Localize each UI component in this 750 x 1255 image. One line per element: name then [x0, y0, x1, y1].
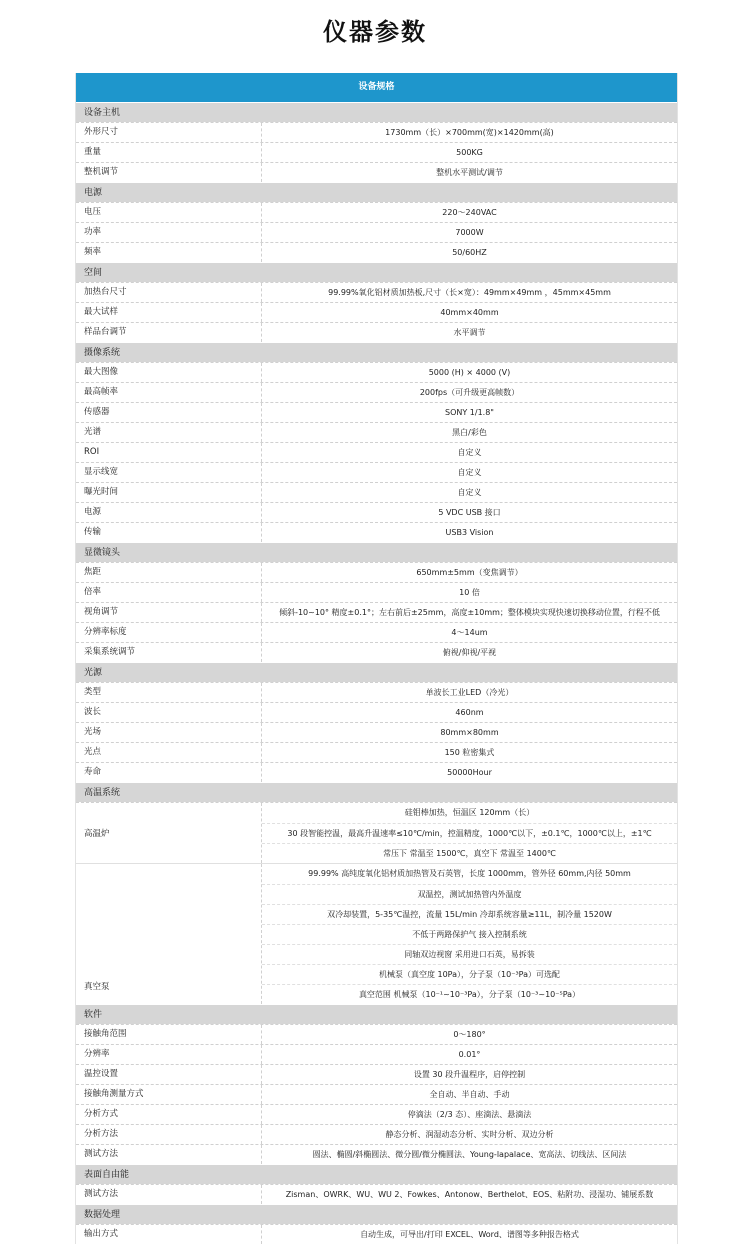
spec-row: [76, 742, 677, 762]
spec-row: [76, 682, 677, 702]
spec-value: 40mm×40mm: [440, 308, 499, 317]
spec-value: 自动生成，可导出/打印 EXCEL、Word、谱图等多种报告格式: [360, 1230, 579, 1239]
table-header: 设备规格: [76, 73, 677, 102]
spec-value-line: 双冷却装置，5-35℃温控，流量 15L/min 冷却系统容量≥11L，制冷量 1520W: [262, 904, 677, 924]
spec-value: 4～14um: [451, 628, 488, 637]
spec-row: [76, 142, 677, 162]
spec-label: 外形尺寸: [76, 123, 262, 142]
spec-row: [76, 722, 677, 742]
spec-value-line: 机械泵（真空度 10Pa），分子泵（10⁻³Pa）可选配: [262, 964, 677, 984]
spec-value: 50/60HZ: [452, 248, 487, 257]
section-space: [76, 262, 677, 342]
section-light: [76, 662, 677, 782]
spec-value-line: 常压下 常温至 1500℃，真空下 常温至 1400℃: [262, 843, 677, 863]
spec-label: 频率: [76, 243, 262, 262]
spec-value: Zisman、OWRK、WU、WU 2、Fowkes、Antonow、Berthelot、EOS、粘附功、浸湿功、铺展系数: [285, 1190, 654, 1199]
spec-value: 220～240VAC: [442, 208, 497, 217]
spec-row: [76, 762, 677, 782]
spec-value: 自定义: [457, 488, 482, 497]
section-header-camera: 摄像系统: [76, 342, 677, 362]
section-header-data: 数据处理: [76, 1204, 677, 1224]
section-header-hightemp: 高温系统: [76, 782, 677, 802]
vacuum-group: [76, 863, 677, 1004]
spec-row: [76, 202, 677, 222]
spec-row: [76, 362, 677, 382]
spec-label: 光谱: [76, 423, 262, 442]
spec-value: 静态分析、润湿动态分析、实时分析、双边分析: [385, 1130, 554, 1139]
spec-value-line: 硅钼棒加热，恒温区 120mm（长）: [404, 808, 535, 817]
spec-value: 1730mm（长）×700mm(宽)×1420mm(高): [385, 128, 554, 137]
spec-label: 样品台调节: [76, 323, 262, 342]
spec-value: 倾斜-10~10° 精度±0.1°；左右前后±25mm，高度±10mm；整体模块实现快速切换移动位置，行程不低: [279, 608, 660, 617]
spec-value: 500KG: [456, 148, 483, 157]
spec-row: [76, 1184, 677, 1204]
spec-value: 150 粒密集式: [444, 748, 495, 757]
spec-value: 自定义: [457, 468, 482, 477]
furnace-group: [76, 802, 677, 863]
spec-value-line: 双温控，测试加热管内外温度: [262, 884, 677, 904]
section-software: [76, 1004, 677, 1164]
spec-label: 传输: [76, 523, 262, 542]
spec-value: 99.99%氧化铝材质加热板,尺寸（长×宽）：49mm×49mm ，45mm×45mm: [328, 288, 611, 297]
section-header-lens: 显微镜头: [76, 542, 677, 562]
spec-label: 倍率: [76, 583, 262, 602]
spec-label: 显示线宽: [76, 463, 262, 482]
spec-row: [76, 1224, 677, 1244]
spec-value: 圆法、椭圆/斜椭圆法、微分圆/微分椭圆法、Young-lapalace、宽高法、切线法、区间法: [312, 1150, 627, 1159]
spec-label: 整机调节: [76, 163, 262, 182]
spec-label: 曝光时间: [76, 483, 262, 502]
spec-value: 7000W: [455, 228, 484, 237]
spec-row: [76, 242, 677, 262]
spec-label: ROI: [76, 443, 262, 462]
spec-row: [76, 702, 677, 722]
spec-row: [76, 482, 677, 502]
spec-label: 重量: [76, 143, 262, 162]
spec-label: 波长: [76, 703, 262, 722]
spec-value: 全自动、半自动、手动: [429, 1090, 510, 1099]
spec-label: 寿命: [76, 763, 262, 782]
spec-label: 最大试样: [76, 303, 262, 322]
spec-label: 加热台尺寸: [76, 283, 262, 302]
spec-value-line: 不低于两路保护气 接入控制系统: [262, 924, 677, 944]
spec-label: 最大图像: [76, 363, 262, 382]
spec-row: [76, 1104, 677, 1124]
spec-row: [76, 422, 677, 442]
spec-label: 电源: [76, 503, 262, 522]
spec-row: [76, 322, 677, 342]
spec-value: 200fps（可升级更高帧数）: [419, 388, 520, 397]
spec-value: USB3 Vision: [445, 528, 494, 537]
section-header-space: 空间: [76, 262, 677, 282]
spec-label: 输出方式: [76, 1225, 262, 1244]
spec-label: 最高帧率: [76, 383, 262, 402]
spec-row: [76, 522, 677, 542]
section-header-software: 软件: [76, 1004, 677, 1024]
spec-label: 传感器: [76, 403, 262, 422]
spec-row: [76, 1084, 677, 1104]
spec-value: 停滴法（2/3 态）、座滴法、悬滴法: [407, 1110, 532, 1119]
spec-value: 设置 30 段升温程序，启停控制: [413, 1070, 526, 1079]
spec-row: [76, 622, 677, 642]
spec-label: 类型: [76, 683, 262, 702]
spec-value-line: 99.99% 高纯度氧化铝材质加热管及石英管，长度 1000mm，管外径 60mm,内径 50mm: [308, 869, 631, 878]
spec-label: 光场: [76, 723, 262, 742]
spec-label: 分析方式: [76, 1105, 262, 1124]
section-lens: [76, 542, 677, 662]
spec-label: 光点: [76, 743, 262, 762]
spec-value: 80mm×80mm: [440, 728, 499, 737]
spec-row: [76, 562, 677, 582]
spec-label: 分辨率标度: [76, 623, 262, 642]
spec-label: 测试方法: [76, 1185, 262, 1204]
spec-row: [76, 462, 677, 482]
spec-label: 分辨率: [76, 1045, 262, 1064]
spec-value-line: 同轴双边视窗 采用进口石英，易拆装: [262, 944, 677, 964]
spec-label: 功率: [76, 223, 262, 242]
spec-row: [76, 402, 677, 422]
spec-value: 0.01°: [458, 1050, 481, 1059]
spec-row: [76, 122, 677, 142]
section-data: [76, 1204, 677, 1244]
section-header-light: 光源: [76, 662, 677, 682]
spec-value: 460nm: [455, 708, 484, 717]
spec-value: 整机水平测试/调节: [436, 168, 503, 177]
furnace-label: 高温炉: [76, 803, 262, 863]
spec-row: [76, 1024, 677, 1044]
spec-row: [76, 582, 677, 602]
spec-label: 接触角测量方式: [76, 1085, 262, 1104]
spec-row: [76, 602, 677, 622]
spec-value-line: 30 段智能控温，最高升温速率≤10℃/min，控温精度，1000℃以下，±0.1℃，1000℃以上，±1℃: [262, 823, 677, 843]
spec-table: [75, 73, 678, 1244]
spec-value: 5000 (H) × 4000 (V): [428, 368, 511, 377]
spec-row: [76, 282, 677, 302]
section-camera: [76, 342, 677, 542]
spec-row: [76, 442, 677, 462]
spec-row: [76, 1124, 677, 1144]
spec-value: 50000Hour: [447, 768, 492, 777]
spec-value: 黑白/彩色: [452, 428, 487, 437]
spec-row: [76, 162, 677, 182]
section-header-power: 电源: [76, 182, 677, 202]
section-surface: [76, 1164, 677, 1204]
spec-value: 俯视/仰视/平视: [442, 648, 497, 657]
spec-label: 分析方法: [76, 1125, 262, 1144]
spec-value: 水平调节: [453, 328, 486, 337]
spec-value: 自定义: [457, 448, 482, 457]
spec-value: SONY 1/1.8": [445, 408, 494, 417]
spec-value: 5 VDC USB 接口: [438, 508, 501, 517]
spec-row: [76, 1064, 677, 1084]
spec-value-line: 真空范围 机械泵（10⁻¹~10⁻³Pa），分子泵（10⁻³~10⁻⁵Pa）: [262, 984, 677, 1004]
spec-row: [76, 1044, 677, 1064]
section-power: [76, 182, 677, 262]
section-header-surface: 表面自由能: [76, 1164, 677, 1184]
spec-label: 采集系统调节: [76, 643, 262, 662]
spec-row: [76, 302, 677, 322]
spec-value: 单波长工业LED（冷光）: [425, 688, 514, 697]
spec-value: 10 倍: [459, 588, 480, 597]
section-header-main: 设备主机: [76, 102, 677, 122]
spec-value: 650mm±5mm（变焦调节）: [416, 568, 523, 577]
spec-label: 测试方法: [76, 1145, 262, 1164]
spec-row: [76, 1144, 677, 1164]
spec-label: 接触角范围: [76, 1025, 262, 1044]
spec-value: 0～180°: [453, 1030, 486, 1039]
spec-label: 电压: [76, 203, 262, 222]
page-title: 仪器参数: [323, 18, 427, 46]
spec-label: 温控设置: [76, 1065, 262, 1084]
section-main: [76, 102, 677, 182]
spec-row: [76, 502, 677, 522]
spec-label: 视角调节: [76, 603, 262, 622]
spec-label: 焦距: [76, 563, 262, 582]
spec-row: [76, 382, 677, 402]
vacuum-label: 真空泵: [76, 864, 262, 1004]
spec-row: [76, 642, 677, 662]
spec-row: [76, 222, 677, 242]
